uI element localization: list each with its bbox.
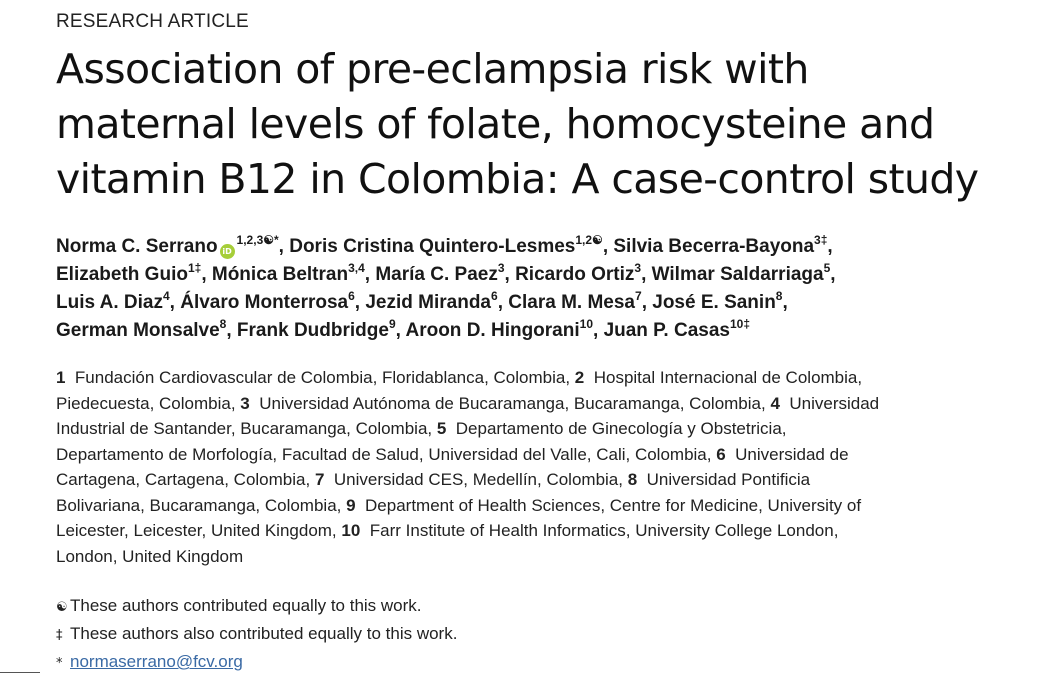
- affiliation-text: Cartagena, Cartagena, Colombia,: [56, 470, 315, 489]
- author: [211, 261, 365, 285]
- affiliation-number: 2: [574, 368, 585, 387]
- author-affiliation-sup: 1,2,3☯*: [236, 233, 279, 247]
- also-equal-contribution-note: [56, 621, 1026, 649]
- author-affiliation-sup: 3: [634, 261, 642, 275]
- affiliations-block: [56, 365, 1026, 569]
- affiliation-text: Universidad de: [735, 444, 849, 464]
- affiliation-text: Hospital Internacional de Colombia,: [593, 368, 863, 387]
- affiliation-number: 1: [56, 368, 66, 387]
- affiliation-number: 3: [240, 393, 250, 413]
- title-line: vitamin B12 in Colombia: A case-control study: [56, 155, 979, 203]
- affiliation-text: Farr Institute of Health Informatics, University College London,: [369, 521, 839, 540]
- affiliation-text: Fundación Cardiovascular de Colombia, Floridablanca, Colombia,: [74, 368, 575, 387]
- author-affiliation-sup: 7: [635, 289, 642, 303]
- affiliation-line: [56, 467, 1026, 493]
- author: [180, 289, 355, 313]
- author: [651, 261, 831, 285]
- author-name: Ricardo Ortiz: [515, 264, 635, 285]
- author: [365, 289, 498, 313]
- equal-contribution-note: [56, 593, 1026, 621]
- affiliation-number: 8: [627, 470, 638, 489]
- author-name: Mónica Beltran: [211, 264, 349, 285]
- author-line: Elizabeth Guio$^{1\ddagger}$, Mónica Beltran$^{3,4}$, María C. Paez$^3$, Ricardo Ortiz$^3$, Wilmar Saldarriaga$^5$,: [56, 261, 836, 285]
- author-affiliation-sup: 5: [823, 261, 831, 275]
- affiliation-number: 6: [716, 444, 726, 464]
- author-name: María C. Paez: [375, 264, 498, 285]
- author: [652, 289, 783, 313]
- author: [56, 233, 279, 257]
- author-affiliation-sup: 3: [497, 261, 505, 275]
- author-name: Clara M. Mesa: [508, 292, 635, 313]
- title-line: maternal levels of folate, homocysteine and: [56, 100, 935, 148]
- article-header: [56, 10, 1026, 677]
- affiliation-text: Leicester, Leicester, United Kingdom,: [56, 521, 342, 540]
- author-name: Silvia Becerra-Bayona: [613, 236, 815, 257]
- double-dagger-symbol: ‡: [56, 628, 63, 643]
- author-name: Doris Cristina Quintero-Lesmes: [289, 236, 576, 257]
- author-affiliation-sup: 4: [162, 289, 170, 303]
- author-line: Norma C. Serrano $iD^{1,2,3☯*}$, Doris Cristina Quintero-Lesmes$^{1,2☯}$, Silvia Becerra-Bayona$^{3\ddagger}$,: [56, 233, 833, 257]
- author-name: Wilmar Saldarriaga: [651, 264, 824, 285]
- author: [515, 261, 642, 285]
- author: [236, 317, 396, 341]
- author-affiliation-sup: 10‡: [729, 317, 750, 331]
- affiliation-line: [56, 518, 1026, 544]
- author: [375, 261, 505, 285]
- author-name: Elizabeth Guio: [56, 264, 188, 285]
- asterisk-symbol: *: [56, 656, 63, 671]
- author-affiliation-sup: 3‡: [814, 233, 828, 247]
- author-notes: [56, 593, 1026, 677]
- affiliation-text: Departamento de Morfología, Facultad de Salud, Universidad del Valle, Cali, Colombia,: [56, 444, 717, 464]
- author-affiliation-sup: 10: [579, 317, 593, 331]
- affiliation-number: 5: [436, 419, 447, 438]
- affiliation-line: [56, 416, 1026, 442]
- author-line: Luis A. Diaz$^4$, Álvaro Monterrosa$^6$, Jezid Miranda$^6$, Clara M. Mesa$^7$, José E. Sanin$^8$,: [56, 289, 788, 313]
- author-name: Álvaro Monterrosa: [180, 292, 349, 313]
- author-affiliation-sup: 1,2☯: [575, 233, 603, 247]
- equal-contribution-symbol: ☯: [56, 600, 68, 615]
- author-affiliation-sup: 8: [775, 289, 783, 303]
- author-name: Frank Dudbridge: [236, 320, 389, 341]
- affiliation-line: [56, 391, 1026, 417]
- affiliation-text: Universidad: [789, 393, 880, 413]
- author-affiliation-sup: 9: [388, 317, 396, 331]
- author: [56, 289, 170, 313]
- author: [613, 233, 828, 257]
- affiliation-number: 4: [770, 393, 780, 413]
- author: [56, 317, 227, 341]
- author-name: Aroon D. Hingorani: [405, 320, 580, 341]
- article-type-label: RESEARCH ARTICLE: [56, 11, 249, 32]
- author-name: German Monsalve: [56, 320, 220, 341]
- author: [289, 233, 603, 257]
- affiliation-number: 7: [314, 470, 325, 489]
- affiliation-text: Department of Health Sciences, Centre for Medicine, University of: [365, 495, 862, 515]
- author-list: [56, 233, 1026, 345]
- note-text: These authors also contributed equally to this work.: [70, 624, 458, 643]
- affiliation-text: London, United Kingdom: [56, 546, 244, 566]
- author-affiliation-sup: 8: [219, 317, 227, 331]
- title-line: Association of pre-eclampsia risk with: [56, 45, 809, 93]
- author-name: Jezid Miranda: [365, 292, 492, 313]
- author-affiliation-sup: 1‡: [187, 261, 202, 275]
- affiliation-line: [56, 544, 1026, 570]
- author: [405, 317, 593, 341]
- author: [508, 289, 642, 313]
- corresponding-author-note: [56, 649, 1026, 677]
- author-affiliation-sup: 6: [348, 289, 355, 303]
- affiliation-text: Universidad CES, Medellín, Colombia,: [333, 470, 628, 489]
- affiliation-text: Universidad Autónoma de Bucaramanga, Bucaramanga, Colombia,: [259, 393, 771, 413]
- author-line: German Monsalve$^8$, Frank Dudbridge$^9$, Aroon D. Hingorani$^{10}$, Juan P. Casas$^{10\ddagger}$: [56, 317, 750, 341]
- author: [56, 261, 202, 285]
- author-name: Norma C. Serrano: [56, 236, 218, 257]
- author-name: Juan P. Casas: [603, 320, 730, 341]
- note-text: These authors contributed equally to this work.: [70, 596, 422, 615]
- affiliation-line: [56, 493, 1026, 519]
- corresponding-email-link[interactable]: normaserrano@fcv.org: [70, 652, 243, 671]
- affiliation-text: Bolivariana, Bucaramanga, Colombia,: [56, 495, 347, 515]
- article-title: [56, 42, 1026, 207]
- author-name: José E. Sanin: [652, 292, 776, 313]
- affiliation-line: [56, 442, 1026, 468]
- affiliation-text: Departamento de Ginecología y Obstetricia,: [455, 419, 787, 438]
- page-edge-rule: [0, 672, 40, 673]
- affiliation-text: Industrial de Santander, Bucaramanga, Colombia,: [56, 419, 437, 438]
- affiliation-text: Universidad Pontificia: [646, 470, 811, 489]
- affiliation-line: [56, 365, 1026, 391]
- author-affiliation-sup: 3,4: [348, 261, 365, 275]
- author-affiliation-sup: 6: [491, 289, 498, 303]
- affiliation-number: 10: [341, 521, 361, 540]
- affiliation-number: 9: [346, 495, 356, 515]
- affiliation-text: Piedecuesta, Colombia,: [56, 393, 241, 413]
- orcid-icon[interactable]: iD: [220, 244, 235, 259]
- author-name: Luis A. Diaz: [56, 292, 163, 313]
- author: [603, 317, 750, 341]
